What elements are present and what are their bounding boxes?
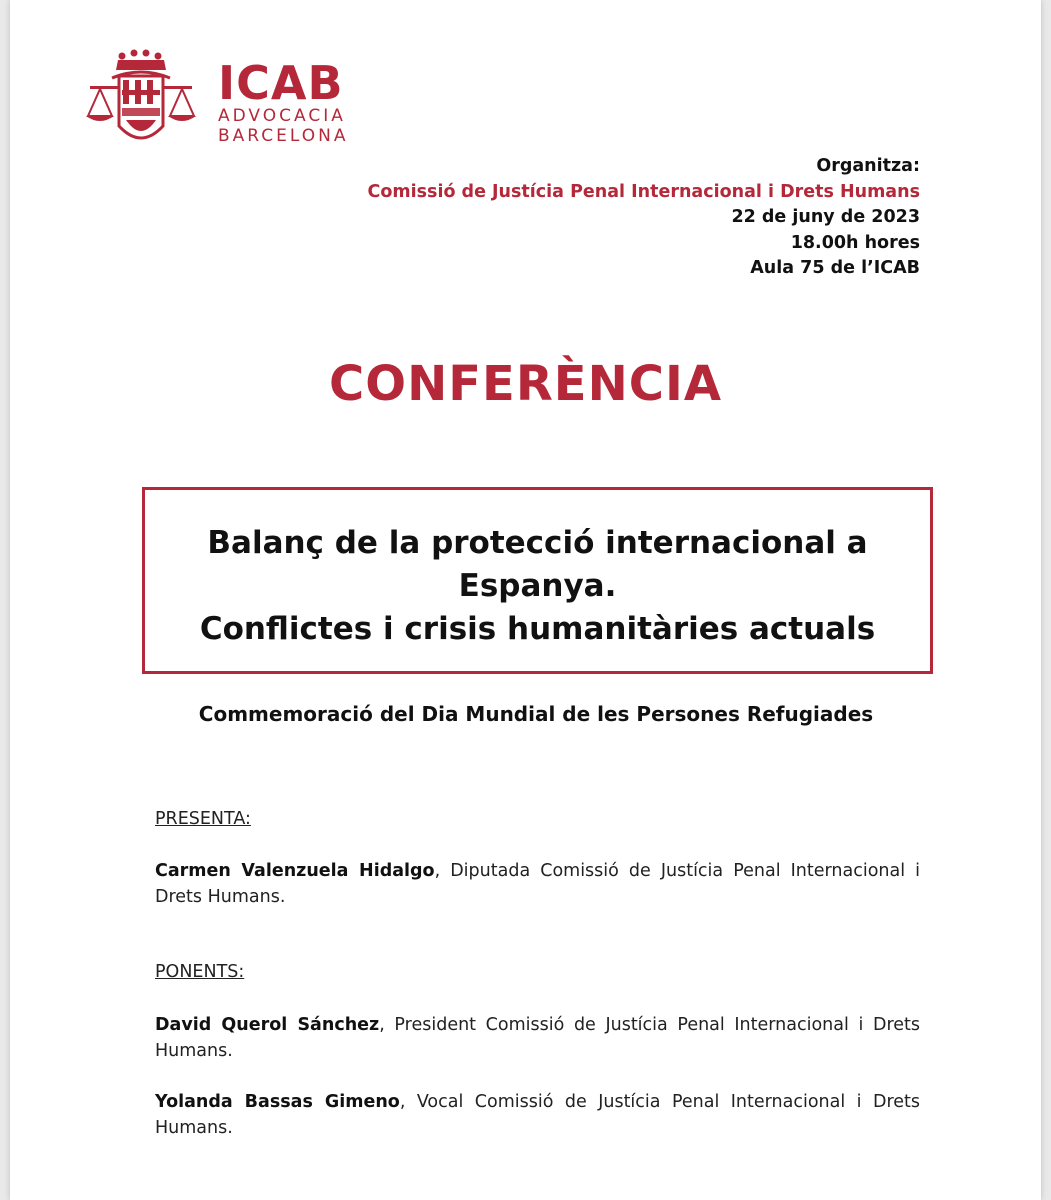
event-type-heading: CONFERÈNCIA bbox=[329, 356, 722, 412]
speaker-entry bbox=[155, 1012, 920, 1064]
icab-logo bbox=[82, 46, 362, 156]
presenter-entry bbox=[155, 858, 920, 910]
logo-subtitle-line1: ADVOCACIA bbox=[218, 106, 346, 126]
presenter-name: Carmen Valenzuela Hidalgo bbox=[155, 861, 435, 881]
speaker-entry bbox=[155, 1089, 920, 1141]
organizer-committee: Comissió de Justícia Penal Internacional i Drets Humans bbox=[367, 181, 920, 202]
speaker-role: , Vocal Comissió de Justícia Penal Internacional i Drets Humans. bbox=[155, 1092, 921, 1138]
speakers-section-label: PONENTS: bbox=[155, 962, 245, 982]
organizer-block bbox=[368, 154, 920, 282]
event-title-box bbox=[142, 487, 933, 674]
event-date: 22 de juny de 2023 bbox=[731, 207, 920, 227]
speaker-role: , President Comissió de Justícia Penal Internacional i Drets Humans. bbox=[155, 1015, 920, 1061]
event-time: 18.00h hores bbox=[790, 232, 920, 253]
coat-of-arms-icon bbox=[82, 46, 202, 151]
event-subtitle: Commemoració del Dia Mundial de les Persones Refugiades bbox=[198, 702, 874, 726]
event-title-line2: Espanya. bbox=[458, 568, 617, 604]
presenter-role: , Diputada Comissió de Justícia Penal Internacional i Drets Humans. bbox=[155, 861, 920, 907]
presenter-section-label: PRESENTA: bbox=[155, 809, 251, 829]
logo-wordmark: ICAB bbox=[218, 56, 344, 110]
speaker-name: David Querol Sánchez bbox=[155, 1015, 380, 1035]
event-title-line3: Conflictes i crisis humanitàries actuals bbox=[199, 611, 876, 647]
organizer-label: Organitza: bbox=[816, 156, 920, 176]
speaker-name: Yolanda Bassas Gimeno bbox=[155, 1092, 400, 1112]
logo-subtitle-line2: BARCELONA bbox=[218, 126, 349, 146]
document-page bbox=[10, 0, 1041, 1200]
event-venue: Aula 75 de l’ICAB bbox=[750, 258, 920, 278]
event-title-line1: Balanç de la protecció internacional a bbox=[207, 525, 868, 561]
